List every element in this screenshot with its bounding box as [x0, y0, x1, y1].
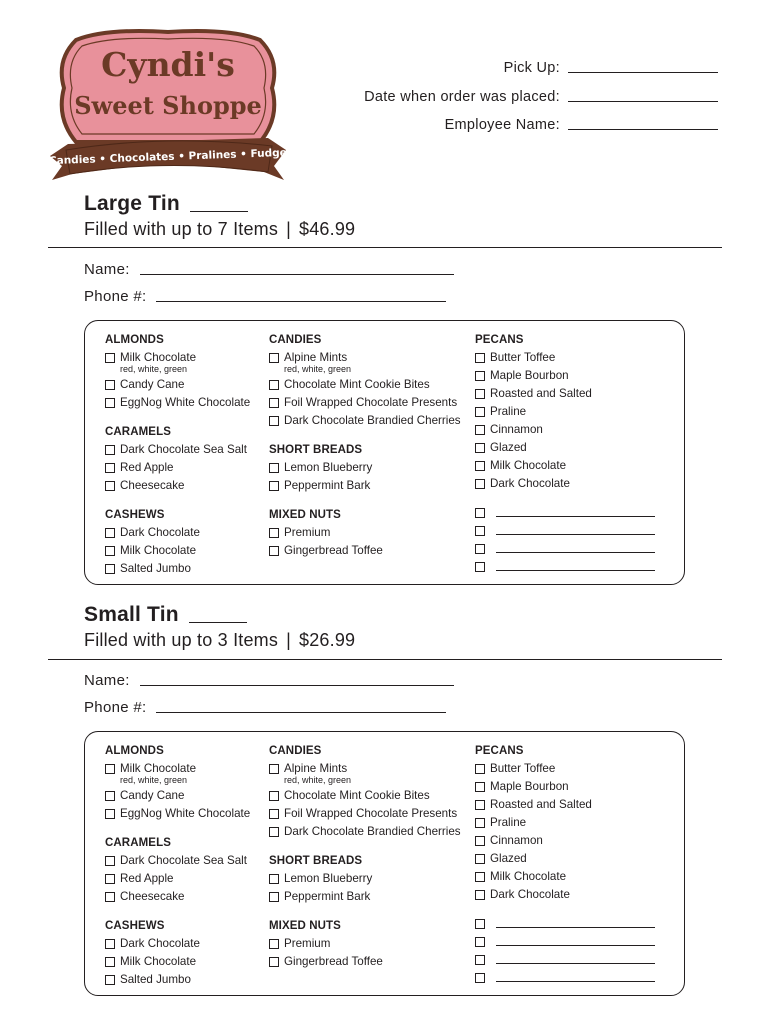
large-tin-name-field[interactable]: [84, 261, 454, 278]
option-label: Milk Chocolate: [120, 955, 197, 968]
checkbox[interactable]: [105, 546, 115, 556]
small-tin-divider: [48, 659, 722, 660]
category-heading: ALMONDS: [105, 745, 164, 757]
write-in-option[interactable]: [475, 558, 655, 576]
checkbox[interactable]: [105, 528, 115, 538]
checkbox[interactable]: [475, 800, 485, 810]
checkbox[interactable]: [269, 874, 279, 884]
checkbox[interactable]: [475, 371, 485, 381]
option-note: red, white, green: [284, 364, 352, 374]
option-note: red, white, green: [120, 775, 188, 785]
write-in-line[interactable]: [496, 927, 655, 928]
option-caramels-cheesecake[interactable]: [105, 888, 250, 906]
pickup-field[interactable]: [504, 60, 718, 76]
checkbox[interactable]: [105, 791, 115, 801]
employee-field[interactable]: [445, 117, 718, 133]
option-label: Dark Chocolate Brandied Cherries: [284, 825, 461, 838]
spacer: [105, 906, 250, 917]
spacer: [105, 495, 250, 506]
option-mixed-nuts-premium[interactable]: [269, 524, 461, 542]
option-mixed-nuts-gingerbread-toffee[interactable]: [269, 542, 461, 560]
write-in-line[interactable]: [496, 534, 655, 535]
option-pecans-milk-chocolate[interactable]: [475, 457, 655, 475]
large-tin-divider: [48, 247, 722, 248]
checkbox[interactable]: [475, 425, 485, 435]
spacer: [105, 412, 250, 423]
option-label: Praline: [490, 405, 527, 418]
spacer: [475, 493, 655, 504]
option-label: Roasted and Salted: [490, 798, 592, 811]
option-cashews-salted-jumbo[interactable]: [105, 971, 250, 989]
order-date-label: Date when order was placed:: [364, 89, 560, 105]
write-in-line[interactable]: [496, 552, 655, 553]
write-in-option[interactable]: [475, 951, 655, 969]
option-pecans-roasted-and-salted[interactable]: [475, 796, 655, 814]
option-candies-dark-chocolate-brandied-cherries[interactable]: [269, 412, 461, 430]
small-tin-col-2: [269, 742, 461, 971]
write-in-option[interactable]: [475, 504, 655, 522]
option-pecans-maple-bourbon[interactable]: [475, 367, 655, 385]
checkbox[interactable]: [269, 546, 279, 556]
small-tin-name-field[interactable]: [84, 672, 454, 689]
option-label: EggNog White Chocolate: [120, 807, 251, 820]
checkbox[interactable]: [269, 957, 279, 967]
checkbox[interactable]: [475, 508, 485, 518]
option-short-breads-lemon-blueberry[interactable]: [269, 459, 461, 477]
write-in-option[interactable]: [475, 933, 655, 951]
large-tin-col-2: [269, 331, 461, 560]
checkbox[interactable]: [475, 389, 485, 399]
checkbox[interactable]: [105, 353, 115, 363]
option-label: Premium: [284, 526, 331, 539]
checkbox[interactable]: [269, 380, 279, 390]
pickup-label: Pick Up:: [503, 60, 560, 76]
option-pecans-praline[interactable]: [475, 814, 655, 832]
small-tin-price: $26.99: [298, 630, 356, 650]
option-label: Milk Chocolate: [120, 544, 197, 557]
option-label: Milk Chocolate: [490, 459, 567, 472]
category-heading: PECANS: [475, 745, 524, 757]
checkbox[interactable]: [475, 854, 485, 864]
option-label: Salted Jumbo: [120, 973, 191, 986]
checkbox[interactable]: [105, 874, 115, 884]
write-in-option[interactable]: [475, 522, 655, 540]
option-caramels-red-apple[interactable]: [105, 459, 250, 477]
option-label: Gingerbread Toffee: [284, 544, 383, 557]
option-candies-foil-wrapped-chocolate-presents[interactable]: [269, 805, 461, 823]
option-label: Candy Cane: [120, 789, 185, 802]
checkbox[interactable]: [269, 353, 279, 363]
option-label: Peppermint Bark: [284, 890, 371, 903]
option-almonds-eggnog-white-chocolate[interactable]: [105, 805, 250, 823]
option-label: Milk Chocolate: [120, 762, 197, 775]
option-short-breads-peppermint-bark[interactable]: [269, 477, 461, 495]
checkbox[interactable]: [475, 407, 485, 417]
small-tin-col-3: [475, 742, 655, 987]
small-tin-phone-line[interactable]: [156, 712, 446, 713]
small-tin-title-text: Small Tin: [84, 603, 179, 626]
option-cashews-milk-chocolate[interactable]: [105, 953, 250, 971]
large-tin-title-blank[interactable]: [190, 211, 248, 212]
option-label: Butter Toffee: [490, 762, 556, 775]
option-pecans-glazed[interactable]: [475, 439, 655, 457]
large-tin-subtitle: Filled with up to 7 Items | $46.99: [84, 219, 356, 239]
category-heading: CASHEWS: [105, 920, 165, 932]
checkbox[interactable]: [105, 481, 115, 491]
option-candies-foil-wrapped-chocolate-presents[interactable]: [269, 394, 461, 412]
checkbox[interactable]: [475, 890, 485, 900]
write-in-line[interactable]: [496, 981, 655, 982]
option-label: Butter Toffee: [490, 351, 556, 364]
option-pecans-cinnamon[interactable]: [475, 832, 655, 850]
option-caramels-cheesecake[interactable]: [105, 477, 250, 495]
option-note: red, white, green: [120, 364, 188, 374]
option-label: Alpine Mints: [284, 351, 348, 364]
checkbox[interactable]: [269, 481, 279, 491]
option-candies-dark-chocolate-brandied-cherries[interactable]: [269, 823, 461, 841]
checkbox[interactable]: [269, 764, 279, 774]
option-label: Milk Chocolate: [490, 870, 567, 883]
option-candies-chocolate-mint-cookie-bites[interactable]: [269, 787, 461, 805]
checkbox[interactable]: [475, 872, 485, 882]
category-heading: SHORT BREADS: [269, 855, 363, 867]
option-label: Red Apple: [120, 872, 174, 885]
option-short-breads-lemon-blueberry[interactable]: [269, 870, 461, 888]
option-label: Roasted and Salted: [490, 387, 592, 400]
option-cashews-salted-jumbo[interactable]: [105, 560, 250, 578]
option-pecans-butter-toffee[interactable]: [475, 349, 655, 367]
checkbox[interactable]: [475, 443, 485, 453]
write-in-option[interactable]: [475, 540, 655, 558]
spacer: [105, 823, 250, 834]
checkbox[interactable]: [105, 764, 115, 774]
checkbox[interactable]: [475, 955, 485, 965]
large-tin-phone-line[interactable]: [156, 301, 446, 302]
checkbox[interactable]: [475, 973, 485, 983]
order-date-line[interactable]: [568, 101, 718, 102]
small-tin-name-label: Name:: [84, 672, 130, 689]
option-label: Lemon Blueberry: [284, 461, 373, 474]
option-pecans-roasted-and-salted[interactable]: [475, 385, 655, 403]
checkbox[interactable]: [475, 818, 485, 828]
option-label: Foil Wrapped Chocolate Presents: [284, 807, 458, 820]
checkbox[interactable]: [475, 526, 485, 536]
write-in-option[interactable]: [475, 969, 655, 987]
write-in-line[interactable]: [496, 516, 655, 517]
category-heading: ALMONDS: [105, 334, 164, 346]
option-almonds-candy-cane[interactable]: [105, 787, 250, 805]
checkbox[interactable]: [475, 562, 485, 572]
small-tin-options-box: [84, 731, 685, 996]
logo-line2: Sweet Shoppe: [74, 91, 262, 120]
large-tin-title-text: Large Tin: [84, 192, 180, 215]
checkbox[interactable]: [475, 479, 485, 489]
option-mixed-nuts-gingerbread-toffee[interactable]: [269, 953, 461, 971]
small-tin-col-1: [105, 742, 250, 989]
order-date-field[interactable]: [364, 89, 718, 105]
checkbox[interactable]: [105, 463, 115, 473]
option-label: Maple Bourbon: [490, 780, 569, 793]
write-in-line[interactable]: [496, 945, 655, 946]
large-tin-phone-field[interactable]: [84, 288, 446, 305]
category-heading: PECANS: [475, 334, 524, 346]
option-label: Peppermint Bark: [284, 479, 371, 492]
option-label: Foil Wrapped Chocolate Presents: [284, 396, 458, 409]
option-label: Chocolate Mint Cookie Bites: [284, 789, 430, 802]
option-label: Praline: [490, 816, 527, 829]
write-in-line[interactable]: [496, 963, 655, 964]
option-label: Premium: [284, 937, 331, 950]
option-caramels-dark-chocolate-sea-salt[interactable]: [105, 441, 250, 459]
large-tin-subtitle-text: Filled with up to 7 Items: [84, 219, 279, 239]
category-heading: CANDIES: [269, 745, 322, 757]
checkbox[interactable]: [269, 791, 279, 801]
large-tin-price: $46.99: [298, 219, 356, 239]
category-heading: MIXED NUTS: [269, 920, 341, 932]
option-label: Dark Chocolate: [120, 937, 200, 950]
checkbox[interactable]: [269, 809, 279, 819]
pickup-line[interactable]: [568, 72, 718, 73]
option-label: Glazed: [490, 441, 527, 454]
option-label: Chocolate Mint Cookie Bites: [284, 378, 430, 391]
spacer: [475, 904, 655, 915]
option-almonds-candy-cane[interactable]: [105, 376, 250, 394]
category-heading: MIXED NUTS: [269, 509, 341, 521]
small-tin-subtitle-text: Filled with up to 3 Items: [84, 630, 279, 650]
category-heading: SHORT BREADS: [269, 444, 363, 456]
option-caramels-dark-chocolate-sea-salt[interactable]: [105, 852, 250, 870]
spacer: [269, 495, 461, 506]
spacer: [269, 841, 461, 852]
category-heading: CASHEWS: [105, 509, 165, 521]
checkbox[interactable]: [475, 937, 485, 947]
option-label: Dark Chocolate Brandied Cherries: [284, 414, 461, 427]
checkbox[interactable]: [105, 892, 115, 902]
checkbox[interactable]: [269, 939, 279, 949]
option-candies-chocolate-mint-cookie-bites[interactable]: [269, 376, 461, 394]
option-pecans-glazed[interactable]: [475, 850, 655, 868]
option-caramels-red-apple[interactable]: [105, 870, 250, 888]
checkbox[interactable]: [475, 353, 485, 363]
option-label: Cinnamon: [490, 834, 543, 847]
category-heading: CANDIES: [269, 334, 322, 346]
logo-line1: Cyndi's: [101, 45, 235, 84]
option-label: Glazed: [490, 852, 527, 865]
option-pecans-dark-chocolate[interactable]: [475, 886, 655, 904]
option-pecans-praline[interactable]: [475, 403, 655, 421]
checkbox[interactable]: [475, 836, 485, 846]
checkbox[interactable]: [105, 856, 115, 866]
checkbox[interactable]: [105, 445, 115, 455]
option-almonds-eggnog-white-chocolate[interactable]: [105, 394, 250, 412]
option-cashews-dark-chocolate[interactable]: [105, 524, 250, 542]
checkbox[interactable]: [105, 398, 115, 408]
option-label: Dark Chocolate: [490, 477, 570, 490]
checkbox[interactable]: [269, 416, 279, 426]
spacer: [269, 430, 461, 441]
option-label: EggNog White Chocolate: [120, 396, 251, 409]
option-label: Candy Cane: [120, 378, 185, 391]
small-tin-name-line[interactable]: [140, 685, 454, 686]
checkbox[interactable]: [269, 398, 279, 408]
write-in-option[interactable]: [475, 915, 655, 933]
option-cashews-dark-chocolate[interactable]: [105, 935, 250, 953]
large-tin-title: [84, 192, 248, 216]
spacer: [269, 906, 461, 917]
option-label: Dark Chocolate Sea Salt: [120, 854, 247, 867]
category-heading: CARAMELS: [105, 837, 171, 849]
option-label: Maple Bourbon: [490, 369, 569, 382]
shop-logo: [46, 26, 290, 182]
checkbox[interactable]: [475, 461, 485, 471]
checkbox[interactable]: [269, 463, 279, 473]
option-pecans-maple-bourbon[interactable]: [475, 778, 655, 796]
option-label: Cheesecake: [120, 890, 185, 903]
option-label: Red Apple: [120, 461, 174, 474]
option-label: Lemon Blueberry: [284, 872, 373, 885]
option-pecans-milk-chocolate[interactable]: [475, 868, 655, 886]
option-label: Dark Chocolate: [490, 888, 570, 901]
large-tin-name-label: Name:: [84, 261, 130, 278]
option-label: Milk Chocolate: [120, 351, 197, 364]
checkbox[interactable]: [475, 764, 485, 774]
checkbox[interactable]: [105, 380, 115, 390]
large-tin-options-box: [84, 320, 685, 585]
write-in-line[interactable]: [496, 570, 655, 571]
checkbox[interactable]: [475, 919, 485, 929]
checkbox[interactable]: [475, 544, 485, 554]
checkbox[interactable]: [269, 892, 279, 902]
option-pecans-butter-toffee[interactable]: [475, 760, 655, 778]
small-tin-title: [84, 603, 247, 627]
small-tin-phone-label: Phone #:: [84, 699, 147, 716]
large-tin-col-3: [475, 331, 655, 576]
option-short-breads-peppermint-bark[interactable]: [269, 888, 461, 906]
checkbox[interactable]: [269, 528, 279, 538]
option-label: Salted Jumbo: [120, 562, 191, 575]
option-mixed-nuts-premium[interactable]: [269, 935, 461, 953]
option-pecans-cinnamon[interactable]: [475, 421, 655, 439]
category-heading: CARAMELS: [105, 426, 171, 438]
checkbox[interactable]: [269, 827, 279, 837]
option-pecans-dark-chocolate[interactable]: [475, 475, 655, 493]
small-tin-subtitle: Filled with up to 3 Items | $26.99: [84, 630, 356, 650]
checkbox[interactable]: [105, 957, 115, 967]
option-label: Alpine Mints: [284, 762, 348, 775]
employee-line[interactable]: [568, 129, 718, 130]
option-label: Dark Chocolate Sea Salt: [120, 443, 247, 456]
small-tin-phone-field[interactable]: [84, 699, 446, 716]
checkbox[interactable]: [105, 939, 115, 949]
checkbox[interactable]: [105, 975, 115, 985]
option-label: Gingerbread Toffee: [284, 955, 383, 968]
checkbox[interactable]: [475, 782, 485, 792]
option-note: red, white, green: [284, 775, 352, 785]
checkbox[interactable]: [105, 564, 115, 574]
checkbox[interactable]: [105, 809, 115, 819]
large-tin-col-1: [105, 331, 250, 578]
logo-ribbon-text: Candies • Chocolates • Pralines • Fudge: [48, 146, 288, 168]
option-cashews-milk-chocolate[interactable]: [105, 542, 250, 560]
small-tin-title-blank[interactable]: [189, 622, 247, 623]
option-label: Cheesecake: [120, 479, 185, 492]
large-tin-name-line[interactable]: [140, 274, 454, 275]
employee-label: Employee Name:: [444, 117, 560, 133]
large-tin-phone-label: Phone #:: [84, 288, 147, 305]
option-label: Dark Chocolate: [120, 526, 200, 539]
option-label: Cinnamon: [490, 423, 543, 436]
